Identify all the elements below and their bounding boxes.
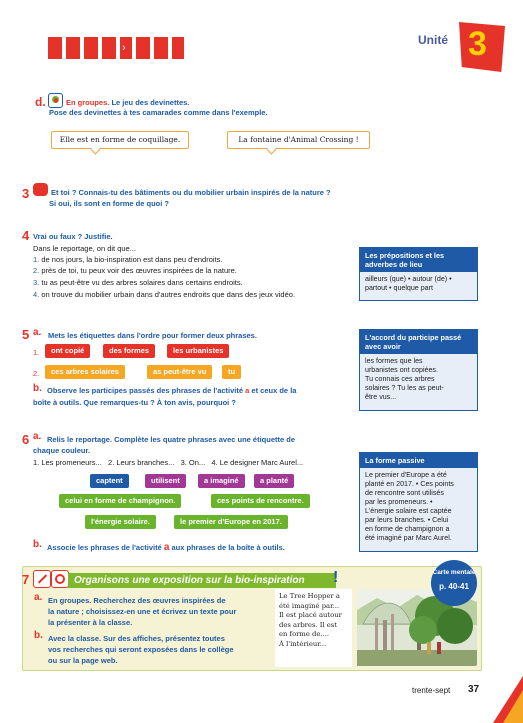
word-tag[interactable]: tu xyxy=(222,365,241,379)
exercise-7a-line: la présenter à la classe. xyxy=(48,618,133,627)
toolbox-title: Les prépositions et les adverbes de lieu xyxy=(360,248,477,272)
word-tag[interactable]: captent xyxy=(90,474,129,488)
word-tag[interactable]: le premier d'Europe en 2017. xyxy=(174,515,288,529)
exercise-6-instruction: Relis le reportage. Complète les quatre phrases avec une étiquette de xyxy=(47,435,296,444)
word-tag[interactable]: des formes xyxy=(103,344,155,358)
header-stripe xyxy=(102,37,116,59)
exercise-4-intro: Dans le reportage, on dit que... xyxy=(33,244,136,253)
line-text: aux phrases de la boîte à outils. xyxy=(171,543,285,552)
line-text: et ceux de la xyxy=(251,386,297,395)
exercise-4-title: Vrai ou faux ? Justifie. xyxy=(33,232,113,241)
header-stripe xyxy=(48,37,62,59)
exercise-5b-line: boîte à outils. Que remarques-tu ? À ton avis, pourquoi ? xyxy=(33,398,236,407)
part-letter: b. xyxy=(33,383,42,394)
note-line: À l'intérieur... xyxy=(279,639,327,648)
exercise-number: 6 xyxy=(22,432,30,447)
item-number: 3. xyxy=(33,278,40,287)
part-letter: b. xyxy=(34,630,43,641)
header-stripe xyxy=(84,37,98,59)
toolbox-title: La forme passive xyxy=(360,453,477,468)
exercise-7b-line: ou sur la page web. xyxy=(48,656,118,665)
exercise-6-instruction: chaque couleur. xyxy=(33,446,91,455)
toolbox-accord xyxy=(359,329,478,411)
header-stripe xyxy=(136,37,150,59)
toolbox-line: urbanistes ont copiées. xyxy=(365,366,438,374)
speech-bubble: Elle est en forme de coquillage. xyxy=(51,131,189,149)
exercise-number: 4 xyxy=(22,228,30,243)
word-tag[interactable]: a imaginé xyxy=(198,474,245,488)
note-line: été imaginé par... xyxy=(279,601,340,610)
exercise-5-instruction: Mets les étiquettes dans l'ordre pour former deux phrases. xyxy=(48,331,257,340)
badge-label: Carte mentale xyxy=(432,569,476,576)
search-icon xyxy=(51,570,69,588)
word-tag[interactable]: ces arbres solaires xyxy=(45,365,125,379)
toolbox-body xyxy=(360,272,477,296)
badge-pages: p. 40-41 xyxy=(439,582,469,591)
header-stripe xyxy=(66,37,80,59)
toolbox-line: L'énergie solaire est captée xyxy=(365,507,452,515)
toolbox-prepositions xyxy=(359,247,478,301)
group-icon xyxy=(48,93,63,108)
exercise-number: 5 xyxy=(22,327,30,342)
handwritten-note xyxy=(275,589,352,667)
word-tag[interactable]: l'énergie solaire. xyxy=(85,515,156,529)
note-line: Il est placé autour xyxy=(279,611,342,619)
list-item xyxy=(33,278,243,288)
page-word: trente-sept xyxy=(412,686,451,695)
line-text: Associe les phrases de l'activité xyxy=(47,543,162,552)
exercise-7a-line: la nature ; choisissez-en une et écrivez un texte pour xyxy=(48,607,237,616)
item-text: on trouve du mobilier urbain dans d'autres endroits que dans des jeux vidéo. xyxy=(41,290,296,299)
note-line: Le Tree Hopper a xyxy=(279,592,340,600)
pen-icon xyxy=(33,570,51,588)
item-number: 1. xyxy=(33,255,40,264)
toolbox-line: en forme de champignon a xyxy=(365,525,450,533)
part-letter: b. xyxy=(33,539,42,550)
word-tag[interactable]: celui en forme de champignon. xyxy=(59,494,181,508)
exercise-7b-line: vos recherches qui seront exposées dans le collège xyxy=(48,645,234,654)
unit-label: Unité xyxy=(418,33,448,47)
list-item xyxy=(33,255,222,265)
project-title: Organisons une exposition sur la bio-inspiration xyxy=(68,573,336,588)
item-number: 2. xyxy=(33,266,40,275)
toolbox-line: par les promeneurs. • xyxy=(365,498,433,506)
exercise-6b-line xyxy=(47,543,285,553)
exercise-7b-line: Avec la classe. Sur des affiches, présentez toutes xyxy=(48,634,225,643)
word-tag[interactable]: ces points de rencontre. xyxy=(211,494,310,508)
header-stripe xyxy=(172,37,184,59)
item-number: 4. xyxy=(33,290,40,299)
note-line: en forme de.... xyxy=(279,630,330,638)
unit-number: 3 xyxy=(468,25,487,63)
toolbox-line: par leurs branches. • Celui xyxy=(365,516,449,524)
exercise-5b-line xyxy=(47,386,296,396)
exercise-3-line: Si oui, ils sont en forme de quoi ? xyxy=(49,199,170,208)
part-letter: a. xyxy=(34,592,43,603)
toolbox-line: solaires ? Tu les as peut- xyxy=(365,384,444,392)
note-line: des arbres. Il est xyxy=(279,620,338,629)
exercise-7a-line: En groupes. Recherchez des œuvres inspirées de xyxy=(48,596,226,605)
toolbox-line: ailleurs (que) • autour (de) • xyxy=(365,275,452,283)
section-d-letter: d. xyxy=(35,95,46,109)
toolbox-line: Le premier d'Europe a été xyxy=(365,471,447,479)
toolbox-line: été imaginé par Marc Aurel. xyxy=(365,534,452,542)
sentence-starters: 1. Les promeneurs... 2. Leurs branches... 3. On... 4. Le designer Marc Aurel... xyxy=(33,458,304,467)
toolbox-passive xyxy=(359,452,478,552)
exclamation-icon: ! xyxy=(333,569,339,586)
list-item xyxy=(33,266,237,276)
header-stripe xyxy=(120,37,132,59)
speech-icon xyxy=(33,183,48,196)
item-text: de nos jours, la bio-inspiration est dans peu d'endroits. xyxy=(41,255,223,264)
part-letter: a. xyxy=(33,327,42,338)
instruction-line: Pose des devinettes à tes camarades comme dans l'exemple. xyxy=(49,108,268,117)
toolbox-body xyxy=(360,468,477,546)
item-text: près de toi, tu peux voir des œuvres inspirées de la nature. xyxy=(41,266,237,275)
activity-ref: a xyxy=(163,542,170,553)
exercise-3-line: Et toi ? Connais-tu des bâtiments ou du mobilier urbain inspirés de la nature ? xyxy=(51,188,331,197)
word-tag[interactable]: ont copié xyxy=(45,344,90,358)
header-stripe xyxy=(154,37,168,59)
word-tag[interactable]: utilisent xyxy=(145,474,186,488)
item-text: tu as peut-être vu des arbres solaires dans certains endroits. xyxy=(41,278,243,287)
toolbox-title: L'accord du participe passé avec avoir xyxy=(360,330,477,354)
toolbox-line: être vus... xyxy=(365,393,397,401)
toolbox-line: de rencontre sont utilisés xyxy=(365,489,444,497)
page-number: 37 xyxy=(468,684,480,695)
line-text: Observe les participes passés des phrases de l'activité xyxy=(47,386,244,395)
part-letter: a. xyxy=(33,431,42,442)
exercise-number: 3 xyxy=(22,186,30,201)
word-tag[interactable]: as peut-être vu xyxy=(147,365,212,379)
row-number: 2. xyxy=(33,369,40,378)
row-number: 1. xyxy=(33,348,40,357)
list-item xyxy=(33,290,295,300)
chevron-right-icon: › xyxy=(122,42,126,54)
toolbox-line: Tu connais ces arbres xyxy=(365,375,435,383)
toolbox-body xyxy=(360,354,477,405)
instruction xyxy=(66,98,189,108)
toolbox-line: planté en 2017. • Ces points xyxy=(365,480,454,488)
toolbox-line: les formes que les xyxy=(365,357,423,365)
word-tag[interactable]: a planté xyxy=(254,474,294,488)
mind-map-badge[interactable] xyxy=(431,560,477,606)
exercise-number: 7 xyxy=(22,572,30,587)
instruction-group: En groupes. xyxy=(66,98,110,107)
activity-ref: a xyxy=(245,386,250,395)
instruction-title: Le jeu des devinettes. xyxy=(111,98,190,107)
word-tag[interactable]: les urbanistes xyxy=(167,344,229,358)
toolbox-line: partout • quelque part xyxy=(365,284,433,292)
speech-bubble: La fontaine d'Animal Crossing ! xyxy=(227,131,370,149)
